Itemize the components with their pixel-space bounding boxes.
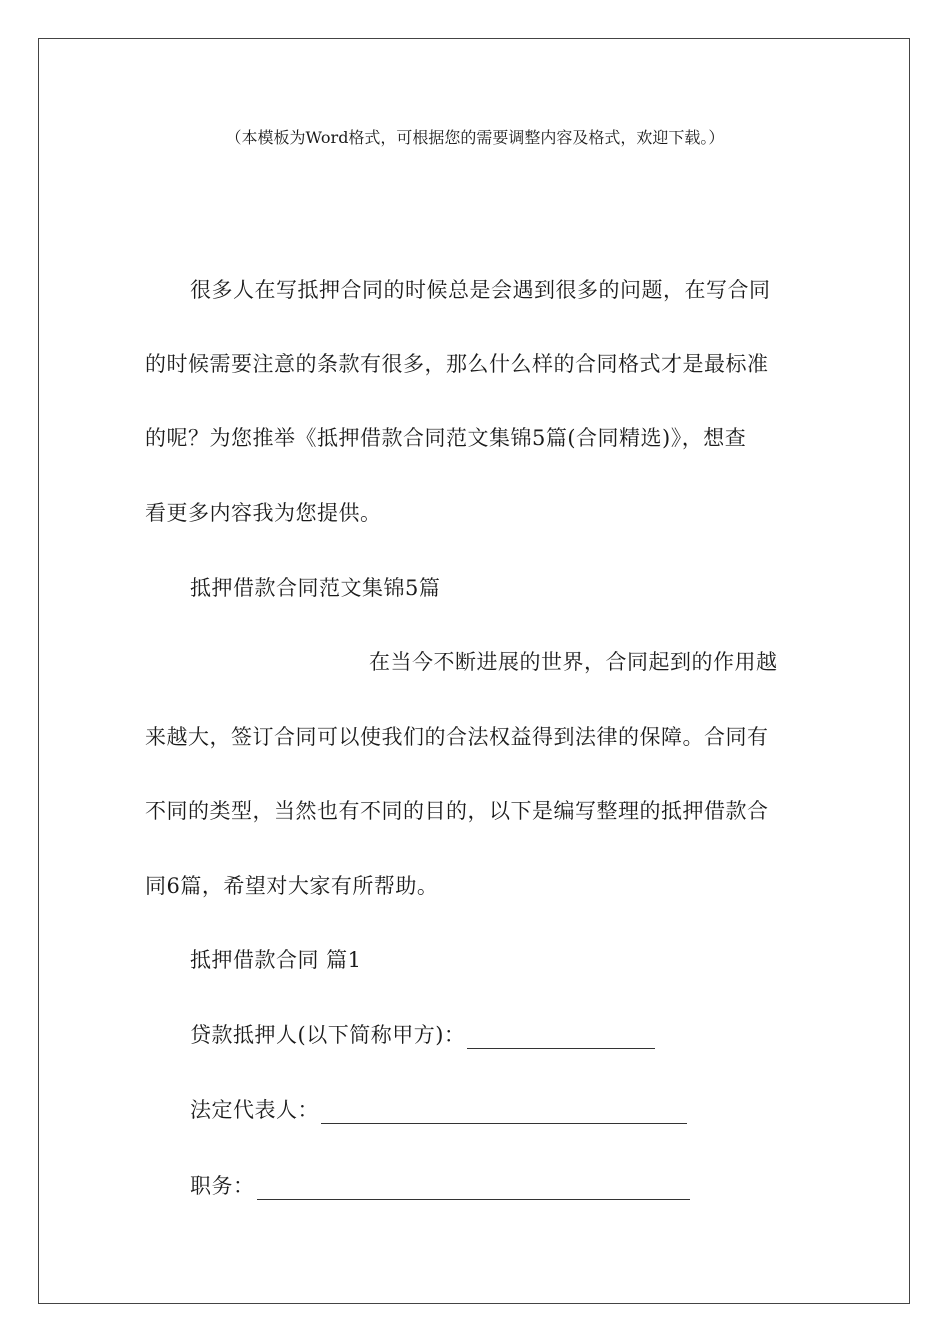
template-note: （本模板为Word格式，可根据您的需要调整内容及格式，欢迎下载。） [225, 128, 725, 147]
legal-rep-label: 法定代表人： [190, 1098, 319, 1122]
preface-line-3: 不同的类型，当然也有不同的目的，以下是编写整理的抵押借款合 [145, 799, 769, 823]
intro-line-3: 的呢？为您推举《抵押借款合同范文集锦5篇(合同精选)》，想查 [145, 426, 747, 450]
preface-line-4: 同6篇，希望对大家有所帮助。 [145, 874, 439, 898]
collection-title: 抵押借款合同范文集锦5篇 [190, 576, 441, 600]
position-label: 职务： [190, 1174, 255, 1198]
preface-line-2: 来越大，签订合同可以使我们的合法权益得到法律的保障。合同有 [145, 725, 769, 749]
preface-line-1: 在当今不断进展的世界，合同起到的作用越 [369, 650, 778, 674]
mortgagor-blank[interactable] [467, 1028, 655, 1049]
mortgagor-field [190, 1021, 655, 1049]
intro-line-4: 看更多内容我为您提供。 [145, 501, 382, 525]
intro-line-2: 的时候需要注意的条款有很多，那么什么样的合同格式才是最标准 [145, 352, 769, 376]
intro-line-1: 很多人在写抵押合同的时候总是会遇到很多的问题，在写合同 [190, 278, 771, 302]
legal-rep-field [190, 1096, 687, 1124]
legal-rep-blank[interactable] [321, 1103, 687, 1124]
mortgagor-label: 贷款抵押人(以下简称甲方)： [190, 1023, 466, 1047]
position-field [190, 1172, 690, 1200]
contract-heading: 抵押借款合同 篇1 [190, 948, 362, 972]
position-blank[interactable] [257, 1179, 690, 1200]
